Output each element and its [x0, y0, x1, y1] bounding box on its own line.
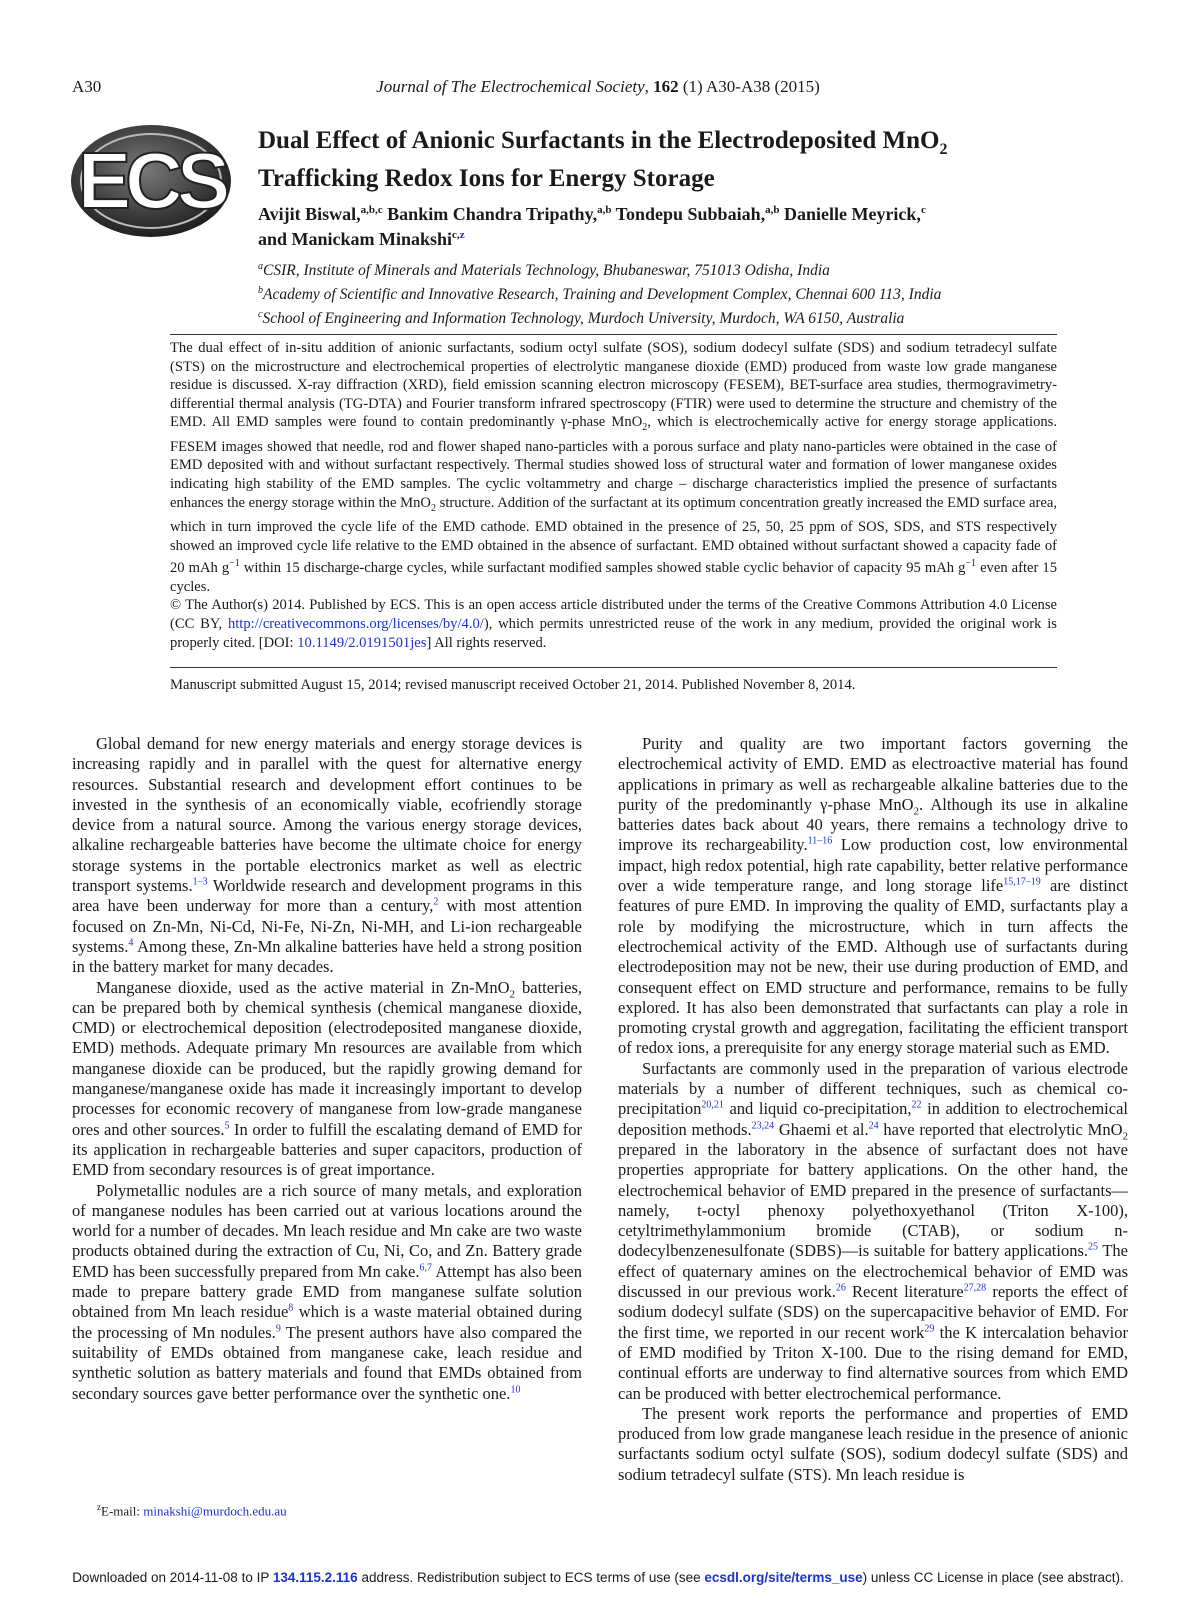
- author: and Manickam Minakshi: [258, 229, 453, 249]
- divider: [170, 667, 1057, 668]
- manuscript-dates: Manuscript submitted August 15, 2014; revised manuscript received October 21, 2014. Published November 8, 2014.: [170, 677, 856, 693]
- body-paragraph: Purity and quality are two important factors governing the electrochemical activity of EMD. EMD as electroactive material has found applications in primary as well as rechargeable alkaline batteries due to the purity of the predominantly γ-phase MnO$_2$. Although its use in alkaline batteries dates back about 40 years, there remains a technology drive to improve its rechargeability.$^{11-16}$ Low production cost, low environmental impact, high redox potential, high rate capability, better relative performance over a wide temperature range, and long storage life$^{15,17-19}$ are distinct features of pure EMD. In improving the quality of EMD, surfactants play a role by modifying the microstructure, which in turn affects the electrochemical activity of the EMD. Although use of surfactants during electrodeposition may not be new, their use during production of EMD, and consequent effect on EMD structure and performance, remains to be fully explored. It has also been demonstrated that surfactants can play a role in promoting crystal growth and aggregation, facilitating the efficient transport of redox ions, a prerequisite for any energy storage material such as EMD.: [618, 734, 1128, 1058]
- citation-link[interactable]: 22: [911, 1099, 922, 1111]
- journal-citation: Journal of The Electrochemical Society, 162 (1) A30-A38 (2015): [376, 77, 820, 96]
- ecs-logo-icon: [68, 122, 234, 240]
- citation-link[interactable]: 6,7: [419, 1262, 432, 1274]
- citation-link[interactable]: 24: [868, 1120, 879, 1132]
- author: Avijit Biswal,: [258, 204, 361, 224]
- ip-address-link[interactable]: 134.115.2.116: [272, 1570, 358, 1585]
- footnote: $^z$E-mail: minakshi@murdoch.edu.au: [97, 1502, 287, 1519]
- body-paragraph: Surfactants are commonly used in the preparation of various electrode materials by a number of different techniques, such as chemical co-precipitation$^{20,21}$ and liquid co-precipitation,$^{22}$ in addition to electrochemical deposition methods.$^{23,24}$ Ghaemi et al.$^{24}$ have reported that electrolytic MnO$_2$ prepared in the laboratory in the absence of surfactant does not have properties appropriate for battery applications. On the other hand, the electrochemical behavior of EMD prepared in the presence of surfactants—namely, t-octyl phenoxy polyethoxyethanol (Triton X-100), cetyltrimethylammonium bromide (CTAB), or sodium n-dodecylbenzenesulfonate (SDBS)—is suitable for battery applications.$^{25}$ The effect of quaternary amines on the electrochemical behavior of EMD was discussed in our previous work.$^{26}$ Recent literature$^{27,28}$ reports the effect of sodium dodecyl sulfate (SDS) on the supercapacitive behavior of EMD. For the first time, we reported in our recent work$^{29}$ the K intercalation behavior of EMD modified by Triton X-100. Due to the rising demand for EMD, continual efforts are underway to find alternative sources from which EMD can be produced with better electrochemical performance.: [618, 1058, 1129, 1403]
- author: Bankim Chandra Tripathy,: [387, 204, 598, 224]
- citation-link[interactable]: 5: [224, 1120, 230, 1132]
- email-link[interactable]: minakshi@murdoch.edu.au: [143, 1503, 287, 1519]
- affiliations: [258, 257, 1098, 329]
- affiliation: $^b$Academy of Scientific and Innovative Research, Training and Development Complex, Chennai 600 113, India: [258, 285, 942, 304]
- doi-link[interactable]: 10.1149/2.0191501jes: [297, 634, 427, 651]
- body-paragraph: The present work reports the performance and properties of EMD produced from low grade manganese leach residue in the presence of anionic surfactants sodium octyl sulfate (SOS), sodium dodecyl sulfate (SDS) and sodium tetradecyl sulfate (STS). Mn leach residue is: [618, 1403, 1128, 1484]
- terms-link[interactable]: ecsdl.org/site/terms_use: [704, 1570, 863, 1585]
- author: Danielle Meyrick,: [783, 204, 921, 224]
- affiliation: $^c$School of Engineering and Information Technology, Murdoch University, Murdoch, WA 6150, Australia: [258, 309, 905, 328]
- body-paragraph: Manganese dioxide, used as the active material in Zn-MnO$_2$ batteries, can be prepared both by chemical synthesis (chemical manganese dioxide, CMD) or electrochemical deposition (electrodeposited manganese dioxide, EMD) methods. Adequate primary Mn resources are available from which manganese dioxide can be produced, but the rapidly growing demand for manganese/manganese oxide has made it increasingly important to develop processes for economic recovery of manganese from low-grade manganese ores and other sources.$^5$ In order to fulfill the escalating demand of EMD for its application in rechargeable batteries and super capacitors, production of EMD from secondary resources is of great importance.: [72, 977, 583, 1180]
- download-notice: Downloaded on 2014-11-08 to IP 134.115.2.116 address. Redistribution subject to ECS terms of use (see ecsdl.org/site/terms_use) unless CC License in place (see abstract).: [72, 1570, 1124, 1585]
- citation-link[interactable]: 2: [433, 896, 439, 908]
- page-number: A30: [72, 77, 102, 96]
- license-link[interactable]: http://creativecommons.org/licenses/by/4.0/: [227, 615, 484, 632]
- divider: [170, 334, 1057, 335]
- abstract-text: The dual effect of in-situ addition of anionic surfactants, sodium octyl sulfate (SOS), sodium dodecyl sulfate (SDS) and sodium tetradecyl sulfate (STS) on the microstructure and electrochemical properties of electrolytic manganese dioxide (EMD) produced from waste low grade manganese residue is discussed. X-ray diffraction (XRD), field emission scanning electron microscopy (FESEM), BET-surface area studies, thermogravimetry-differential thermal analysis (TG-DTA) and Fourier transform infrared spectroscopy (FTIR) were used to determine the structure and chemistry of the EMD. All EMD samples were found to contain predominantly γ-phase MnO$_2$, which is electrochemically active for energy storage applications. FESEM images showed that needle, rod and flower shaped nano-particles with a porous surface and platy nano-particles were obtained in the case of EMD deposited with and without surfactant respectively. Thermal studies showed loss of structural water and formation of lower manganese oxides indicating high stability of the EMD samples. The cyclic voltammetry and charge – discharge characteristics implied the presence of surfactants enhances the energy storage within the MnO$_2$ structure. Addition of the surfactant at its optimum concentration greatly increased the EMD surface area, which in turn improved the cycle life of the EMD cathode. EMD obtained in the presence of 25, 50, 25 ppm of SOS, SDS, and STS respectively showed an improved cycle life relative to the EMD obtained in the absence of surfactant. EMD obtained without surfactant showed a capacity fade of 20 mAh $g^{-1}$ within 15 discharge-charge cycles, while surfactant modified samples showed stable cyclic behavior of capacity 95 mAh $g^{-1}$ even after 15 cycles.: [170, 340, 1057, 595]
- body-paragraph: Global demand for new energy materials and energy storage devices is increasing rapidly and in parallel with the quest for alternative energy resources. Substantial research and development effort continues to be invested in the synthesis of an economically viable, ecofriendly storage device from a natural source. Among the various energy storage devices, alkaline rechargeable batteries have become the ultimate choice for energy storage systems in the portable electronics market as well as electric transport systems.$^{1-3}$ Worldwide research and development programs in this area have been underway for more than a century,$^2$ with most attention focused on Zn-Mn, Ni-Cd, Ni-Fe, Ni-Zn, Ni-MH, and Li-ion rechargeable systems.$^4$ Among these, Zn-Mn alkaline batteries have held a strong position in the battery market for many decades.: [72, 734, 582, 977]
- citation-link[interactable]: 1–3: [192, 876, 208, 888]
- journal-volume: 162: [653, 77, 679, 96]
- citation-link[interactable]: 26: [835, 1282, 846, 1294]
- citation-link[interactable]: 4: [128, 937, 134, 949]
- citation-link[interactable]: 10: [510, 1384, 521, 1395]
- corresponding-author-link[interactable]: z: [459, 229, 465, 241]
- journal-issue-pages: (1) A30-A38 (2015): [682, 77, 820, 96]
- citation-link[interactable]: 15,17–19: [1003, 876, 1041, 888]
- citation-link[interactable]: 8: [288, 1302, 294, 1314]
- citation-link[interactable]: 25: [1088, 1241, 1098, 1253]
- body-paragraph: Polymetallic nodules are a rich source of many metals, and exploration of manganese nodules has been carried out at various locations around the world for a number of decades. Mn leach residue and Mn cake are two waste products obtained during the extraction of Cu, Ni, Co, and Zn. Battery grade EMD has been successfully prepared from Mn cake.$^{6,7}$ Attempt has also been made to prepare battery grade EMD from manganese sulfate solution obtained from Mn leach residue$^8$ which is a waste material obtained during the processing of Mn nodules.$^9$ The present authors have also compared the suitability of EMDs obtained from manganese cake, leach residue and synthetic solution as battery materials and found that EMDs obtained from secondary sources gave better performance over the synthetic one.$^{10}$: [72, 1180, 583, 1403]
- author-list: Avijit Biswal,$^{a,b,c}$ Bankim Chandra Tripathy,$^{a,b}$ Tondepu Subbaiah,$^{a,b}$ Danielle Meyrick,$^c$ and Manickam Minakshi$^{c,z}$: [258, 204, 926, 249]
- license-text: © The Author(s) 2014. Published by ECS. This is an open access article distributed under the terms of the Creative Commons Attribution 4.0 License (CC BY, http://creativecommons.org/licenses/by/4.0/), which permits unrestricted reuse of the work in any medium, provided the original work is properly cited. [DOI: 10.1149/2.0191501jes] All rights reserved.: [170, 597, 1057, 651]
- citation-link[interactable]: 23,24: [751, 1120, 775, 1132]
- logo-text: ECS: [77, 136, 225, 225]
- body-column-left: [72, 734, 582, 1404]
- affiliation: $^a$CSIR, Institute of Minerals and Materials Technology, Bhubaneswar, 751013 Odisha, India: [258, 261, 830, 280]
- citation-link[interactable]: 20,21: [701, 1099, 724, 1111]
- citation-link[interactable]: 11–16: [807, 835, 833, 847]
- citation-link[interactable]: 9: [275, 1323, 281, 1335]
- citation-link[interactable]: 29: [924, 1323, 935, 1335]
- abstract: [170, 339, 1057, 652]
- body-column-right: [618, 734, 1128, 1485]
- journal-name: Journal of The Electrochemical Society: [376, 77, 645, 96]
- article-title: Dual Effect of Anionic Surfactants in the Electrodeposited MnO$_2$ Trafficking Redox Ions for Energy Storage: [258, 127, 948, 192]
- citation-link[interactable]: 27,28: [963, 1282, 987, 1294]
- author: Tondepu Subbaiah,: [615, 204, 766, 224]
